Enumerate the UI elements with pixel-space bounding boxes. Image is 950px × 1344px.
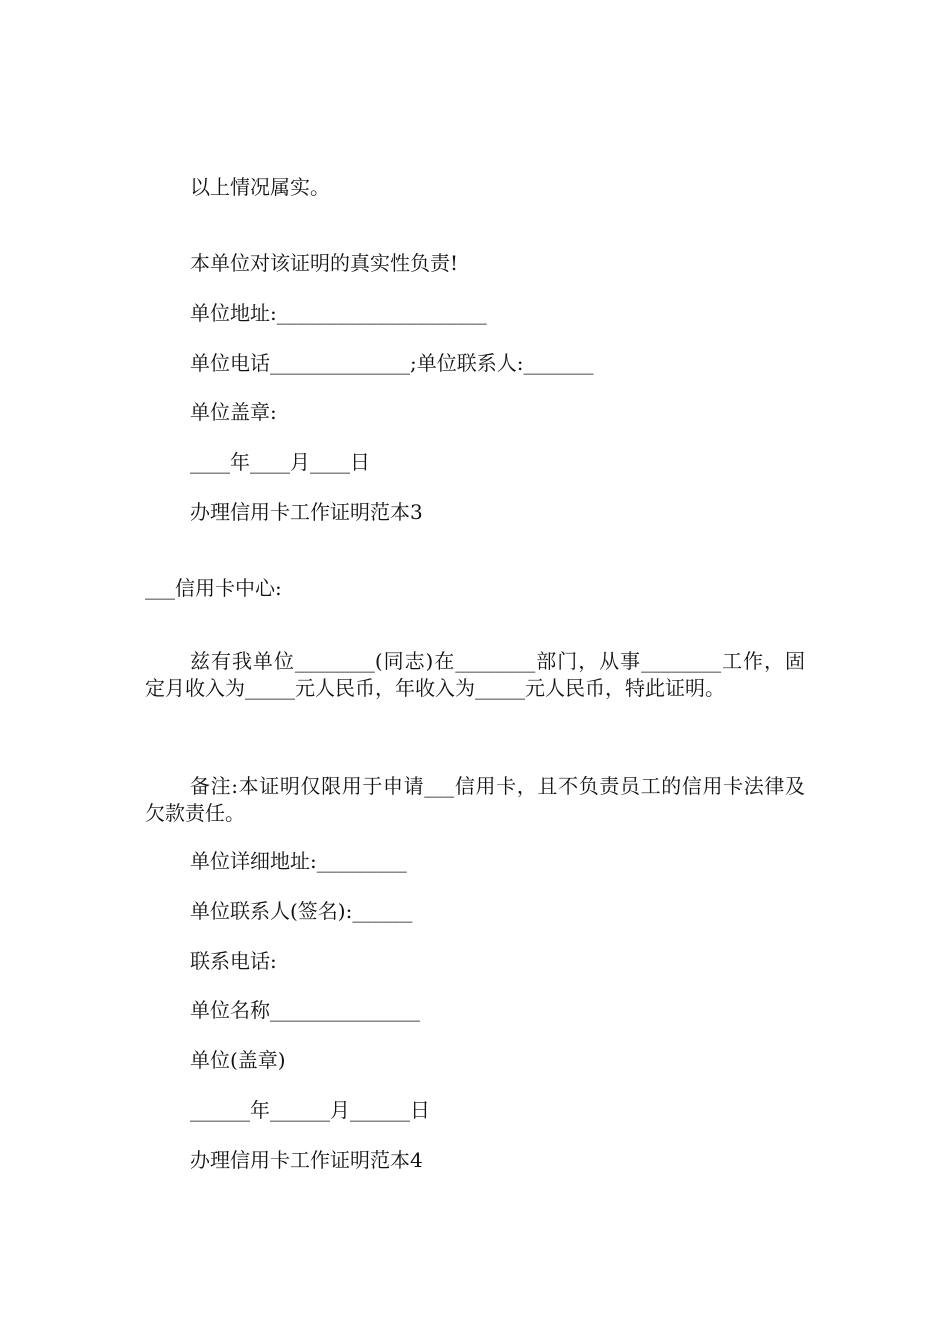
unit-seal-line: 单位盖章: bbox=[190, 400, 277, 424]
unit-contact-signature-line: 单位联系人(签名):______ bbox=[190, 899, 413, 923]
unit-phone-contact-line: 单位电话______________;单位联系人:_______ bbox=[190, 351, 594, 375]
statement-responsibility: 本单位对该证明的真实性负责! bbox=[190, 251, 459, 275]
unit-detail-address-line: 单位详细地址:_________ bbox=[190, 849, 407, 873]
unit-stamp-line: 单位(盖章) bbox=[190, 1048, 286, 1072]
unit-address-line: 单位地址:_____________________ bbox=[190, 301, 487, 325]
date-line-2: ______年______月______日 bbox=[190, 1098, 430, 1122]
statement-true: 以上情况属实。 bbox=[190, 175, 330, 199]
certification-paragraph: 兹有我单位________(同志)在________部门，从事________工作，固定月收入为_____元人民币，年收入为_____元人民币，特此证明。 bbox=[145, 649, 805, 700]
contact-phone-line: 联系电话: bbox=[190, 949, 277, 973]
remark-paragraph: 备注:本证明仅限用于申请___信用卡，且不负责员工的信用卡法律及欠款责任。 bbox=[145, 774, 805, 825]
date-line-1: ____年____月____日 bbox=[190, 450, 370, 474]
sample-heading-4: 办理信用卡工作证明范本4 bbox=[190, 1148, 423, 1172]
addressee-line: ___信用卡中心: bbox=[145, 576, 282, 600]
unit-name-line: 单位名称_______________ bbox=[190, 998, 420, 1022]
sample-heading-3: 办理信用卡工作证明范本3 bbox=[190, 500, 423, 524]
